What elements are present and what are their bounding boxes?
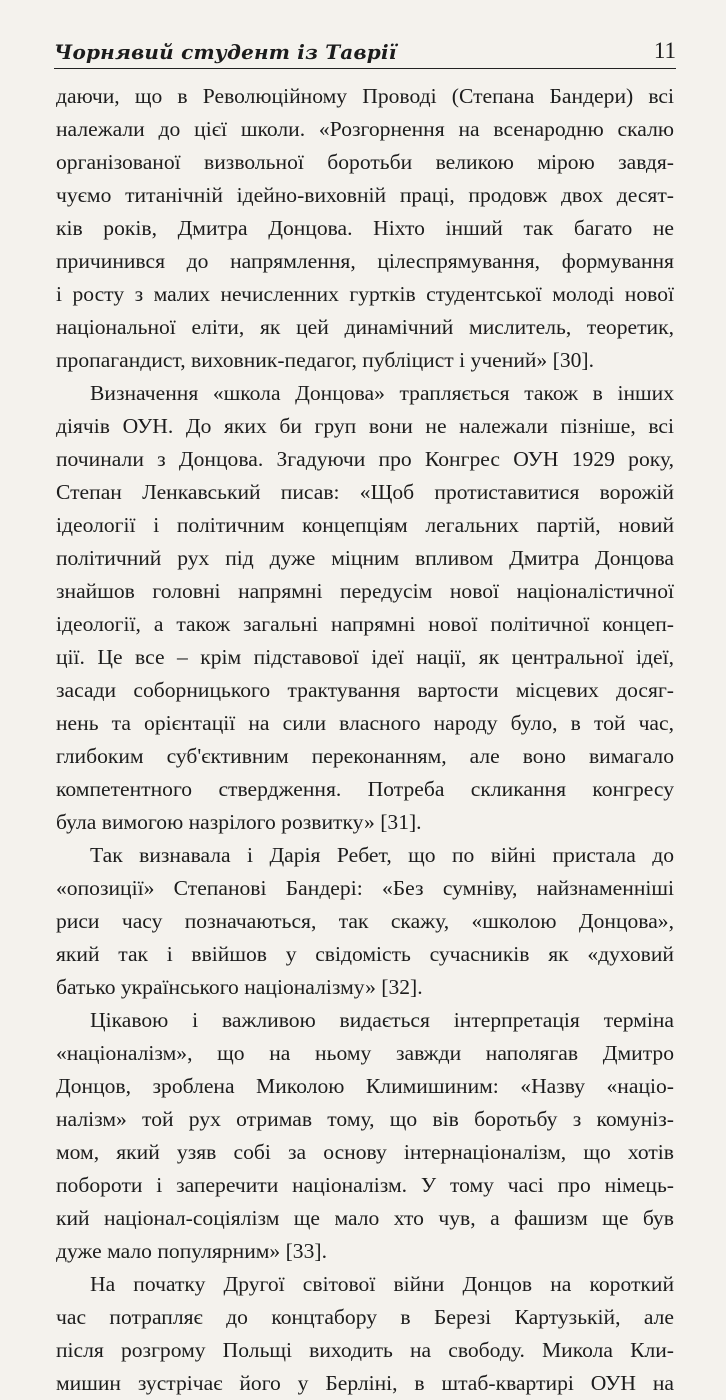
text-line: політичний рух під дуже міцним впливом Дмитра Донцова bbox=[56, 546, 674, 570]
text-line: «опозиції» Степанові Бандері: «Без сумніву, найзнаменніші bbox=[56, 876, 674, 900]
text-line: мишин зустрічає його у Берліні, в штаб-квартирі ОУН на bbox=[56, 1371, 674, 1395]
text-line: побороти і заперечити націоналізм. У тому часі про німець- bbox=[56, 1173, 674, 1197]
page-header bbox=[54, 36, 676, 66]
text-line: ків років, Дмитра Донцова. Ніхто інший так багато не bbox=[56, 216, 674, 240]
text-line: який так і ввійшов у свідомість сучасників як «духовий bbox=[56, 942, 674, 966]
text-line: причинився до напрямлення, цілеспрямування, формування bbox=[56, 249, 674, 273]
text-line: батько українського націоналізму» [32]. bbox=[56, 975, 423, 999]
text-line: належали до цієї школи. «Розгорнення на всенародню скалю bbox=[56, 117, 674, 141]
text-line: риси часу позначаються, так скажу, «школою Донцова», bbox=[56, 909, 674, 933]
text-line: час потрапляє до концтабору в Березі Картузькій, але bbox=[56, 1305, 674, 1329]
text-line: після розгрому Польщі виходить на свободу. Микола Кли- bbox=[56, 1338, 674, 1362]
text-line: починали з Донцова. Згадуючи про Конгрес ОУН 1929 року, bbox=[56, 447, 674, 471]
text-line: Визначення «школа Донцова» трапляється також в інших bbox=[90, 381, 674, 405]
text-line: ідеології і політичним концепціям легальних партій, новий bbox=[56, 513, 674, 537]
text-line: була вимогою назрілого розвитку» [31]. bbox=[56, 810, 422, 834]
text-line: глибоким суб'єктивним переконанням, але воно вимагало bbox=[56, 744, 674, 768]
text-line: кий націонал-соціялізм ще мало хто чув, а фашизм ще був bbox=[56, 1206, 674, 1230]
text-line: організованої визвольної боротьби великою мірою завдя- bbox=[56, 150, 674, 174]
text-line: Донцов, зроблена Миколою Климишиним: «Назву «націо- bbox=[56, 1074, 674, 1098]
text-line: Цікавою і важливою видається інтерпретація терміна bbox=[90, 1008, 674, 1032]
text-line: даючи, що в Революційному Проводі (Степана Бандери) всі bbox=[56, 84, 674, 108]
text-line: Степан Ленкавський писав: «Щоб протиставитися ворожій bbox=[56, 480, 674, 504]
text-line: діячів ОУН. До яких би груп вони не належали пізніше, всі bbox=[56, 414, 674, 438]
text-line: нень та орієнтації на сили власного народу було, в той час, bbox=[56, 711, 674, 735]
text-line: ідеології, а також загальні напрямні нової політичної концеп- bbox=[56, 612, 674, 636]
text-line: пропагандист, виховник-педагог, публіцист і учений» [30]. bbox=[56, 348, 594, 372]
text-line: і росту з малих нечисленних гуртків студентської молоді нової bbox=[56, 282, 674, 306]
text-line: Так визнавала і Дарія Ребет, що по війні пристала до bbox=[90, 843, 674, 867]
text-line: компетентного ствердження. Потреба скликання конгресу bbox=[56, 777, 674, 801]
text-line: дуже мало популярним» [33]. bbox=[56, 1239, 327, 1263]
text-line: ції. Це все – крім підставової ідеї нації, як центральної ідеї, bbox=[56, 645, 674, 669]
text-line: На початку Другої світової війни Донцов на короткий bbox=[90, 1272, 674, 1296]
running-title: Чорнявий студент із Таврії bbox=[54, 40, 397, 64]
text-line: «націоналізм», що на ньому завжди наполягав Дмитро bbox=[56, 1041, 674, 1065]
text-line: національної еліти, як цей динамічний мислитель, теоретик, bbox=[56, 315, 674, 339]
text-line: чуємо титанічній ідейно-виховній праці, продовж двох десят- bbox=[56, 183, 674, 207]
header-rule bbox=[54, 68, 676, 69]
text-line: мом, який узяв собі за основу інтернаціоналізм, що хотів bbox=[56, 1140, 674, 1164]
text-line: засади соборницького трактування вартости місцевих досяг- bbox=[56, 678, 674, 702]
body-text bbox=[56, 80, 674, 1400]
text-line: знайшов головні напрямні передусім нової націоналістичної bbox=[56, 579, 674, 603]
page-number: 11 bbox=[653, 38, 676, 63]
text-line: налізм» той рух отримав тому, що вів боротьбу з комуніз- bbox=[56, 1107, 674, 1131]
